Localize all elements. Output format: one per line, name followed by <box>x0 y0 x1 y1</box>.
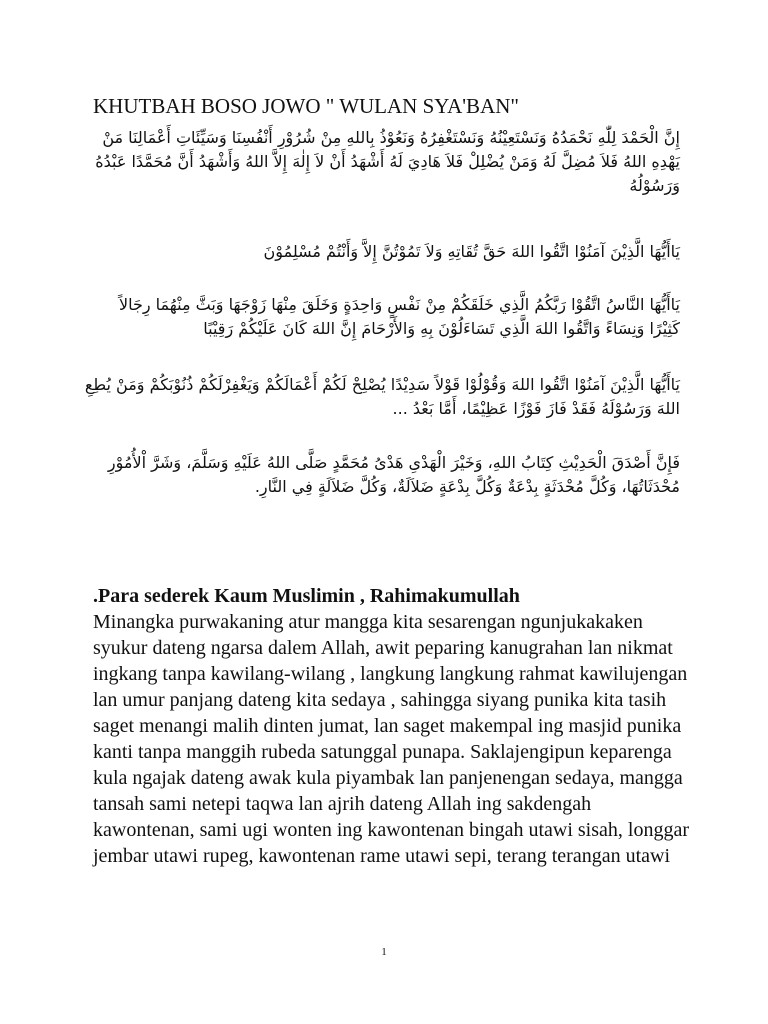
greeting-heading: .Para sederek Kaum Muslimin , Rahimakumullah <box>93 585 520 607</box>
page-number: 1 <box>381 946 387 958</box>
arabic-opening-praise: إِنَّ الْحَمْدَ لِلّٰهِ نَحْمَدُهُ وَنَسْتَعِيْنُهُ وَنَسْتَغْفِرُهُ وَنَعُوْذُ بِاللهِ مِنْ شُرُوْرِ أَنْفُسِنَا وَسَيِّئَاتِ أَعْمَالِنَا مَنْ يَهْدِهِ اللهُ فَلاَ مُضِلَّ لَهُ وَمَنْ يُضْلِلْ فَلاَ هَادِيَ لَهُ أَشْهَدُ أَنْ لاَ إِلٰهَ إِلاَّ اللهُ وَأَشْهَدُ أَنَّ مُحَمَّدًا عَبْدُهُ وَرَسُوْلُهُ <box>95 128 680 195</box>
javanese-sermon-body <box>93 583 693 869</box>
arabic-verse-al-ahzab: يَاأَيُّهَا الَّذِيْنَ آمَنُوْا اتَّقُوا اللهَ وَقُوْلُوْا قَوْلاً سَدِيْدًا يُصْلِحْ لَكُمْ أَعْمَالَكُمْ وَيَغْفِرْلَكُمْ ذُنُوْبَكُمْ وَمَنْ يُطِعِ اللهَ وَرَسُوْلَهُ فَقَدْ فَازَ فَوْزًا عَظِيْمًا، أَمَّا بَعْدُ ... <box>84 375 680 418</box>
khutbah-title: KHUTBAH BOSO JOWO " WULAN SYA'BAN" <box>93 94 519 118</box>
arabic-verse-ali-imran: يَاأَيُّهَا الَّذِيْنَ آمَنُوْا اتَّقُوا اللهَ حَقَّ تُقَاتِهِ وَلاَ تَمُوْتُنَّ إِلاَّ وَأَنْتُمْ مُسْلِمُوْنَ <box>263 242 680 261</box>
sermon-paragraph: Minangka purwakaning atur mangga kita sesarengan ngunjukakaken syukur dateng ngarsa dalem Allah, awit peparing kanugrahan lan nikmat ingkang tanpa kawilang-wilang , langkung langkung rahmat kawilujengan lan umur panjang dateng kita sedaya , sahingga siyang punika kita tasih saget menangi malih dinten jumat, lan saget makempal ing masjid punika kanti tanpa manggih rubeda satunggal punapa. Saklajengipun keparenga kula ngajak dateng awak kula piyambak lan panjenengan sedaya, mangga tansah sami netepi taqwa lan ajrih dateng Allah ing sakdengah kawontenan, sami ugi wonten ing kawontenan bingah utawi sisah, longgar jembar utawi rupeg, kawontenan rame utawi sepi, terang terangan utawi <box>93 611 689 867</box>
arabic-hadith: فَإِنَّ أَصْدَقَ الْحَدِيْثِ كِتَابُ اللهِ، وَخَيْرَ الْهَدْىِ هَدْىُ مُحَمَّدٍ صَلَّى اللهُ عَلَيْهِ وَسَلَّمَ، وَشَرَّ اْلأُمُوْرِ مُحْدَثَاتُهَا، وَكُلَّ مُحْدَثَةٍ بِدْعَةٌ وَكُلَّ بِدْعَةٍ ضَلاَلَةٌ، وَكُلَّ ضَلاَلَةٍ فِي النَّارِ. <box>107 453 680 496</box>
arabic-verse-an-nisa: يَاأَيُّهَا النَّاسُ اتَّقُوْا رَبَّكُمُ الَّذِي خَلَقَكُمْ مِنْ نَفْسٍ وَاحِدَةٍ وَخَلَقَ مِنْهَا زَوْجَهَا وَبَثَّ مِنْهُمَا رِجَالاً كَثِيْرًا وَنِسَاءً وَاتَّقُوا اللهَ الَّذِي تَسَاءَلُوْنَ بِهِ وَالأَرْحَامَ إِنَّ اللهَ كَانَ عَلَيْكُمْ رَقِيْبًا <box>118 295 680 338</box>
